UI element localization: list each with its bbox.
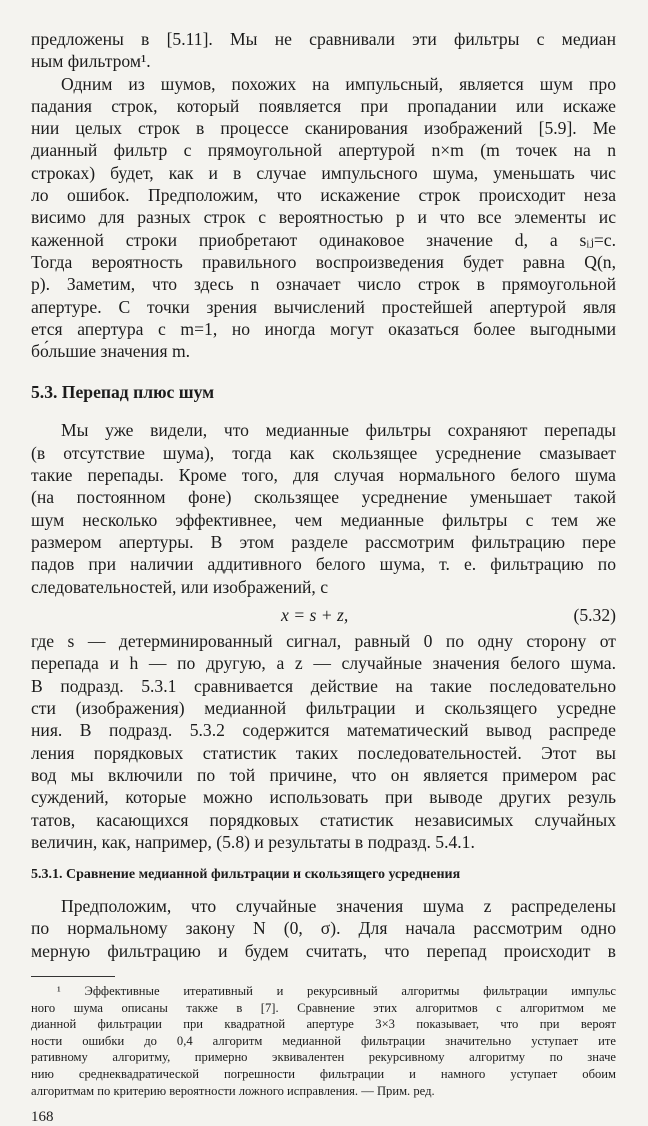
text-line: мерную фильтрацию и будем считать, что перепад происходит в (31, 940, 616, 961)
paragraph-top (31, 28, 616, 73)
text-line: ния. В подразд. 5.3.2 содержится математический вывод распреде (31, 720, 616, 741)
text-line: Предположим, что случайные значения шума z распределены (61, 896, 616, 917)
text-line: апертуре. С точки зрения вычислений простейшей апертурой явля (31, 296, 616, 317)
equation-5-32 (31, 604, 616, 626)
text-line: шум несколько эффективнее, чем медианные фильтры с тем же (31, 509, 616, 530)
text-line: ется апертура с m=1, но иногда могут оказаться более выгодными (31, 318, 616, 339)
paragraph-section-intro (31, 419, 616, 597)
text-line: Тогда вероятность правильного воспроизведения будет равна Q(n, (31, 251, 616, 272)
text-line: (в отсутствие шума), тогда как скользящее усреднение смазывает (31, 442, 616, 463)
paragraph-subsection (31, 895, 616, 962)
paragraph-after-equation (31, 630, 616, 853)
text-line: строках) будет, как и в случае импульсного шума, уменьшать чис (31, 162, 616, 183)
text-line: каженной строки приобретают одинаковое значение d, а sᵢⱼ=c. (31, 229, 616, 250)
text-line: Мы уже видели, что медианные фильтры сохраняют перепады (61, 420, 616, 441)
text-line: по нормальному закону N (0, σ). Для начала рассмотрим одно (31, 918, 616, 939)
footnote-line: нию среднеквадратической погрешности фильтрации и намного уступает обоим (31, 1066, 616, 1081)
text-line: размером апертуры. В этом разделе рассмотрим фильтрацию пере (31, 531, 616, 552)
text-line: следовательностей, или изображений, с (31, 576, 329, 597)
paragraph-line-dropout-noise (31, 73, 616, 363)
subsection-heading: 5.3.1. Сравнение медианной фильтрации и скользящего усреднения (31, 867, 461, 883)
text-line: татов, касающихся порядковых статистик независимых случайных (31, 809, 616, 830)
text-line: висимо для разных строк с вероятностью p и что все элементы ис (31, 207, 616, 228)
text-line: (на постоянном фоне) скользящее усреднение уменьшает такой (31, 487, 616, 508)
text-line: суждений, которые можно использовать при выводе других резуль (31, 787, 616, 808)
text-line: В подразд. 5.3.1 сравнивается действие на такие последовательно (31, 675, 616, 696)
text-line: бо́льшие значения m. (31, 341, 191, 362)
footnote (31, 983, 616, 1099)
text-line: ным фильтром¹. (31, 51, 151, 72)
text-line: где s — детерминированный сигнал, равный 0 по одну сторону от (31, 631, 616, 652)
footnote-line: ративному алгоритму, примерно эквивалентен рекурсивному алгоритму по значе (31, 1050, 616, 1065)
footnote-line: ности ошибки до 0,4 алгоритм медианной фильтрации значительно уступает ите (31, 1033, 616, 1048)
text-line: такие перепады. Кроме того, для случая нормального белого шума (31, 465, 616, 486)
text-line: падов при наличии аддитивного белого шума, т. е. фильтрацию по (31, 554, 616, 575)
text-line: предложены в [5.11]. Мы не сравнивали эти фильтры с медиан (31, 29, 616, 49)
footnote-line: ного шума описаны также в [7]. Сравнение этих алгоритмов с алгоритмом ме (31, 1000, 616, 1015)
text-line: вод мы включили по той причине, что он является примером рас (31, 764, 616, 785)
equation-number: (5.32) (573, 604, 616, 625)
text-line: ления порядковых статистик таких последовательностей. Этот вы (31, 742, 616, 763)
text-line: перепада и h — по другую, а z — случайные значения белого шума. (31, 653, 616, 674)
text-line: сти (изображения) медианной фильтрации и скользящего усредне (31, 698, 616, 719)
footnote-line: дианной фильтрации при квадратной апертуре 3×3 показывает, что при вероят (31, 1017, 616, 1032)
text-line: падания строк, который появляется при пропадании или искаже (31, 95, 616, 116)
text-line: нии целых строк в процессе сканирования изображений [5.9]. Ме (31, 118, 616, 139)
text-line: Одним из шумов, похожих на импульсный, является шум про (61, 73, 616, 94)
footnote-divider (31, 976, 115, 977)
equation-expression: x = s + z, (281, 604, 349, 625)
text-line: величин, как, например, (5.8) и результаты в подразд. 5.4.1. (31, 831, 475, 852)
footnote-line: ¹ Эффективные итеративный и рекурсивный алгоритмы фильтрации импульс (57, 983, 616, 998)
text-line: p). Заметим, что здесь n означает число строк в прямоугольной (31, 274, 616, 295)
page-number: 168 (31, 1109, 54, 1126)
footnote-line: алгоритмам по критерию вероятности ложного исправления. — Прим. ред. (31, 1083, 435, 1098)
text-line: дианный фильтр с прямоугольной апертурой n×m (m точек на n (31, 140, 616, 161)
text-line: ло ошибок. Предположим, что искажение строк происходит неза (31, 185, 616, 206)
section-heading: 5.3. Перепад плюс шум (31, 382, 215, 403)
